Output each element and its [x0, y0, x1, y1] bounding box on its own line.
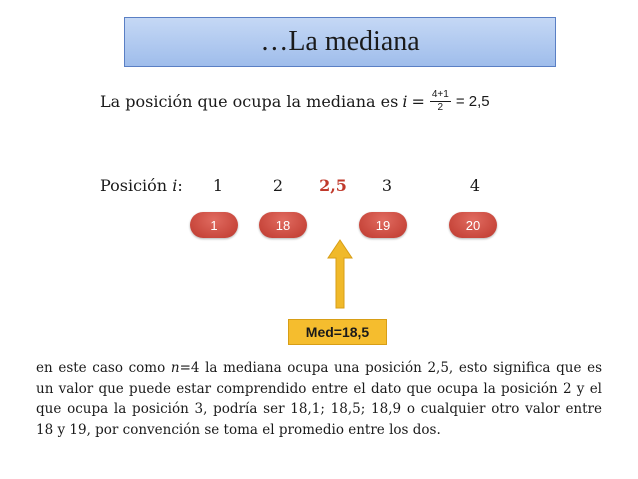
formula-prefix: La posición que ocupa la mediana es [100, 91, 399, 111]
paragraph-text-1: en este caso como [36, 360, 166, 376]
up-arrow-icon [325, 238, 355, 310]
median-position-formula [100, 86, 490, 116]
position-label-colon: : [177, 176, 183, 195]
position-label [100, 176, 183, 195]
fraction-denominator: 2 [437, 101, 444, 113]
position-1: 1 [212, 176, 224, 195]
formula-result: = 2,5 [455, 92, 490, 110]
median-result-badge: Med=18,5 [288, 319, 387, 345]
position-label-var: i [172, 176, 178, 195]
slide-title [124, 17, 556, 67]
data-value-pill: 1 [190, 212, 238, 238]
position-3: 3 [381, 176, 393, 195]
formula-variable: i [402, 91, 408, 111]
position-4: 4 [469, 176, 481, 195]
slide-title-text: …La mediana [260, 26, 420, 57]
data-value-pill: 20 [449, 212, 497, 238]
formula-equals: = [411, 91, 425, 111]
paragraph-n-variable: n [170, 360, 180, 376]
formula-fraction [430, 89, 451, 114]
data-value-pill: 18 [259, 212, 307, 238]
explanation-paragraph [36, 358, 602, 440]
paragraph-text-2: =4 la mediana ocupa una posición 2,5, esto significa que es un valor que puede estar comprendido entre el dato que ocupa la posición 2 y el que ocupa la posición 3, podría ser 18,1; 18,5; 18,9 o cualquier otro valor entre 18 y 19, por convención se toma el promedio entre los dos. [36, 360, 603, 438]
position-2: 2 [272, 176, 284, 195]
position-median: 2,5 [319, 176, 347, 195]
position-label-text: Posición [100, 176, 168, 195]
fraction-numerator: 4+1 [431, 88, 449, 100]
data-value-pill: 19 [359, 212, 407, 238]
